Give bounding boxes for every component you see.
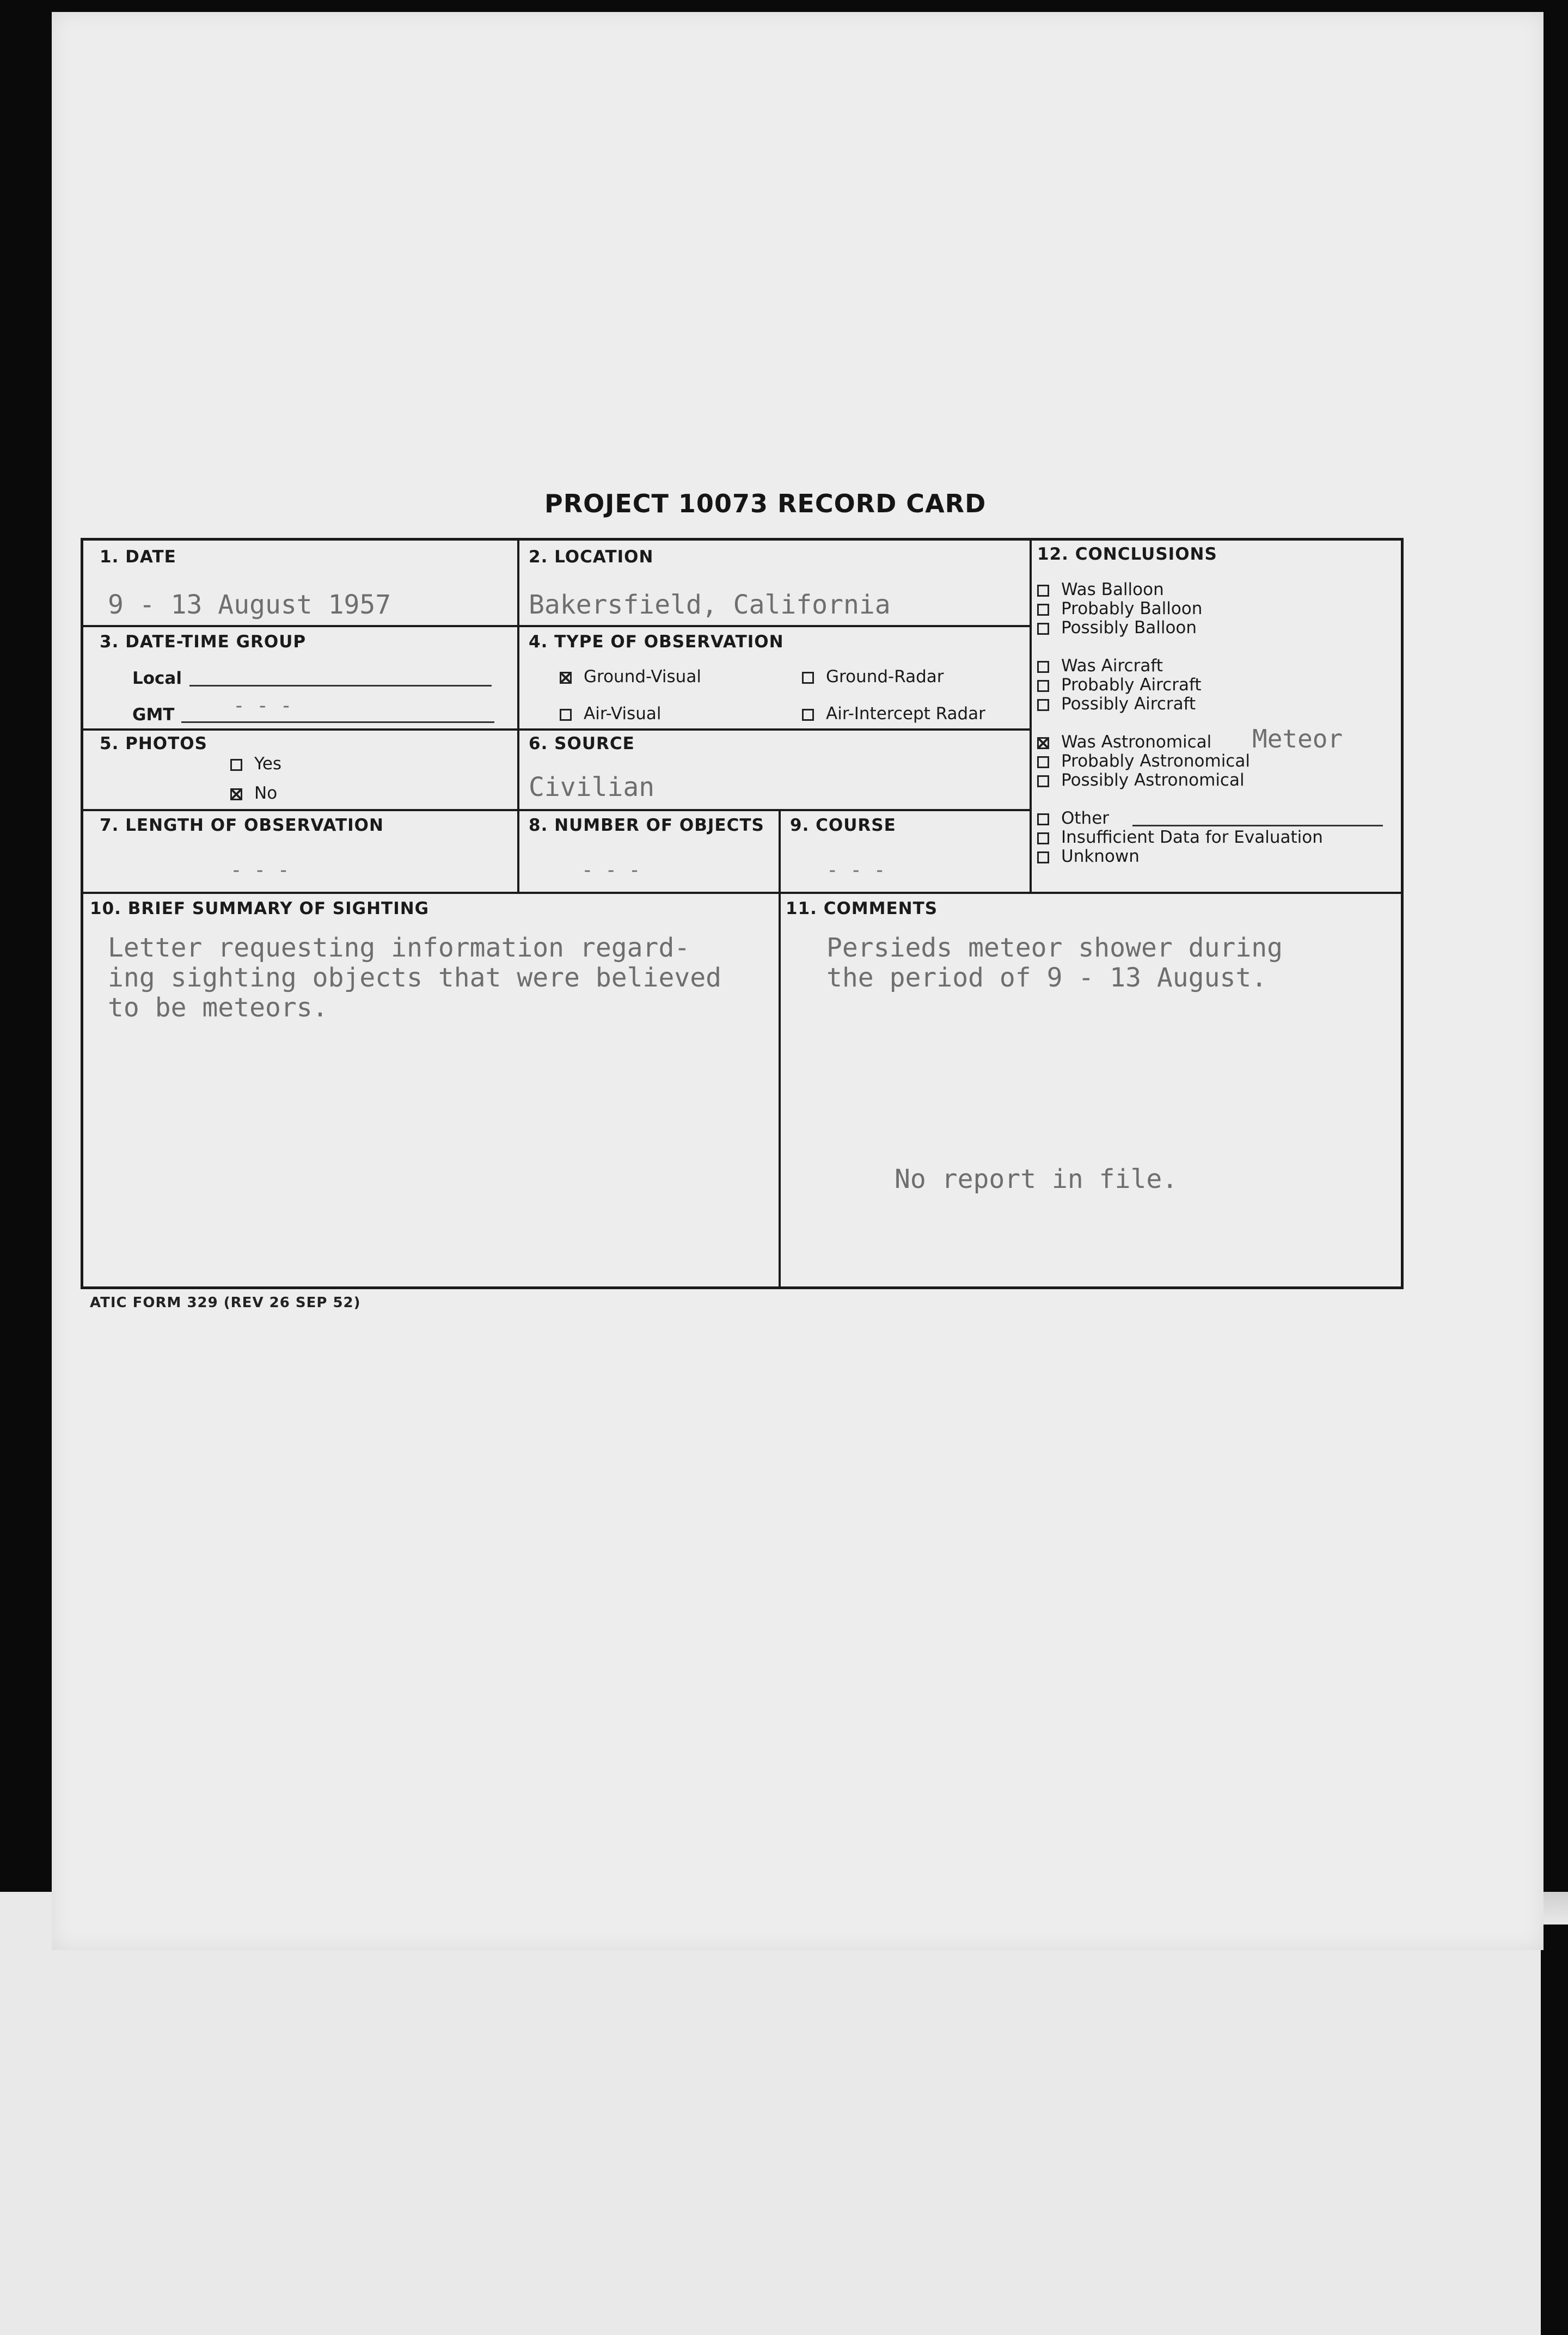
comments-label: 11. COMMENTS <box>786 899 938 918</box>
location-label: 2. LOCATION <box>529 547 654 567</box>
astronomical-note: Meteor <box>1252 724 1343 753</box>
brief-summary-label: 10. BRIEF SUMMARY OF SIGHTING <box>90 899 430 918</box>
divider <box>517 541 519 892</box>
checkbox-icon[interactable] <box>1037 623 1049 635</box>
checkbox-icon[interactable] <box>1037 756 1049 768</box>
observation-ground-visual[interactable]: Ground-Visual <box>560 667 701 687</box>
photos-label: 5. PHOTOS <box>100 734 207 753</box>
gmt-label: GMT <box>132 705 175 725</box>
comments-note: No report in file. <box>895 1164 1178 1194</box>
divider <box>83 625 1031 627</box>
checkbox-icon[interactable] <box>1037 813 1049 825</box>
conclusion-item[interactable]: Unknown <box>1037 847 1140 866</box>
photos-yes[interactable]: Yes <box>230 754 281 774</box>
local-label: Local <box>132 669 182 688</box>
number-of-objects-value: - - - <box>581 859 641 881</box>
comments-line: Persieds meteor shower during <box>826 933 1283 963</box>
checkbox-icon[interactable] <box>1037 737 1049 749</box>
divider <box>83 892 1401 894</box>
conclusion-item[interactable]: Was Balloon <box>1037 580 1164 599</box>
date-label: 1. DATE <box>100 547 176 567</box>
conclusion-item[interactable]: Other <box>1037 808 1109 828</box>
divider <box>1030 541 1032 892</box>
conclusion-item[interactable]: Probably Aircraft <box>1037 675 1202 695</box>
checkbox-icon[interactable] <box>1037 680 1049 692</box>
date-value: 9 - 13 August 1957 <box>108 590 391 620</box>
checkbox-icon[interactable] <box>802 672 814 684</box>
checkbox-icon[interactable] <box>1037 699 1049 711</box>
source-value: Civilian <box>529 772 655 802</box>
conclusion-item[interactable]: Possibly Aircraft <box>1037 694 1196 714</box>
conclusion-item[interactable]: Possibly Balloon <box>1037 618 1197 638</box>
checkbox-icon[interactable] <box>1037 585 1049 597</box>
form-footer: ATIC FORM 329 (REV 26 SEP 52) <box>90 1295 361 1311</box>
brief-summary-line: ing sighting objects that were believed <box>108 963 722 993</box>
brief-summary-line: Letter requesting information regard- <box>108 933 690 963</box>
course-label: 9. COURSE <box>790 816 896 835</box>
checkbox-icon[interactable] <box>1037 604 1049 616</box>
other-line <box>1132 825 1383 826</box>
gmt-value: - - - <box>233 695 292 717</box>
divider <box>83 809 1031 811</box>
location-value: Bakersfield, California <box>529 590 891 620</box>
gmt-line <box>181 721 494 723</box>
photos-no[interactable]: No <box>230 783 277 803</box>
course-value: - - - <box>826 859 886 881</box>
checkbox-icon[interactable] <box>1037 775 1049 787</box>
checkbox-icon[interactable] <box>560 709 572 721</box>
checkbox-icon[interactable] <box>1037 851 1049 863</box>
checkbox-icon[interactable] <box>802 709 814 721</box>
date-time-group-label: 3. DATE-TIME GROUP <box>100 632 307 652</box>
conclusion-item[interactable]: Probably Balloon <box>1037 599 1202 618</box>
card-title: PROJECT 10073 RECORD CARD <box>544 489 987 518</box>
number-of-objects-label: 8. NUMBER OF OBJECTS <box>529 816 764 835</box>
conclusion-item[interactable]: Probably Astronomical <box>1037 751 1250 771</box>
checkbox-icon[interactable] <box>560 672 572 684</box>
divider <box>83 728 1031 731</box>
conclusion-item[interactable]: Possibly Astronomical <box>1037 770 1245 790</box>
conclusion-item[interactable]: Was Aircraft <box>1037 656 1163 676</box>
observation-ground-radar[interactable]: Ground-Radar <box>802 667 944 687</box>
comments-line: the period of 9 - 13 August. <box>826 963 1267 993</box>
length-of-observation-label: 7. LENGTH OF OBSERVATION <box>100 816 384 835</box>
checkbox-icon[interactable] <box>1037 832 1049 844</box>
source-label: 6. SOURCE <box>529 734 635 753</box>
checkbox-icon[interactable] <box>1037 661 1049 673</box>
divider <box>779 811 781 1286</box>
local-line <box>189 685 492 687</box>
checkbox-icon[interactable] <box>230 788 242 800</box>
conclusion-item[interactable]: Insufficient Data for Evaluation <box>1037 828 1323 847</box>
conclusions-label: 12. CONCLUSIONS <box>1037 544 1217 564</box>
conclusion-item[interactable]: Was Astronomical <box>1037 732 1211 752</box>
lower-sheet <box>0 1892 1541 2335</box>
type-of-observation-label: 4. TYPE OF OBSERVATION <box>529 632 784 652</box>
observation-air-visual[interactable]: Air-Visual <box>560 704 661 724</box>
record-card <box>81 538 1404 1289</box>
checkbox-icon[interactable] <box>230 759 242 771</box>
length-of-observation-value: - - - <box>230 859 290 881</box>
observation-air-intercept-radar[interactable]: Air-Intercept Radar <box>802 704 985 724</box>
brief-summary-line: to be meteors. <box>108 992 328 1023</box>
